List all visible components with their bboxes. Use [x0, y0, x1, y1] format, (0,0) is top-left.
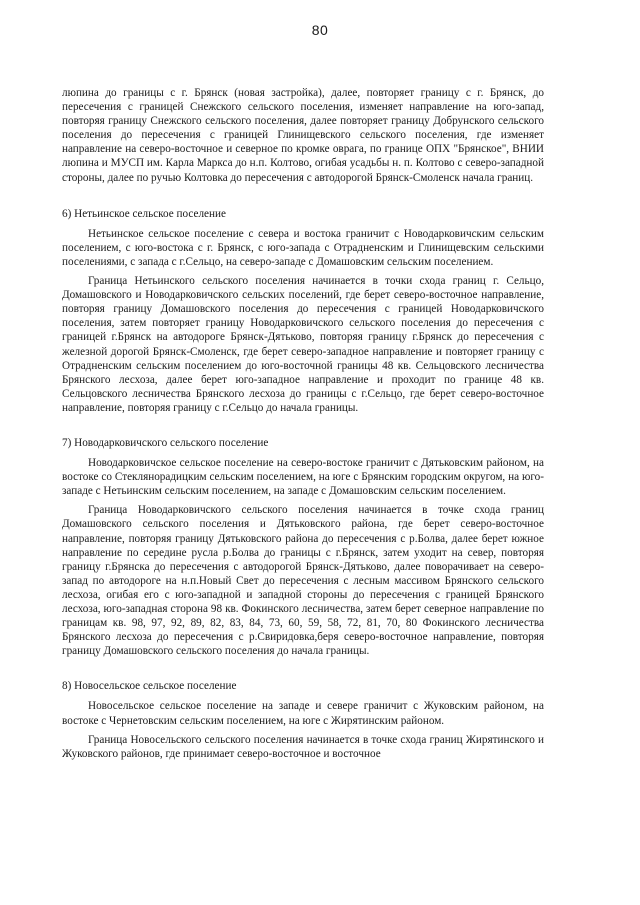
page-number: 80 — [311, 22, 329, 38]
intro-paragraph: люпина до границы с г. Брянск (новая застройка), далее, повторяет границу с г. Брянск, до пересечения с границей Снежского сельского поселения, изменяет направление на юго-запад, повторяя границу Снежского сельского поселения, далее повторяет границу Добрунского сельского поселения до пересечения с границей Глинищевского сельского поселения, где изменяет направление на северо-восточное и северное по кромке оврага, по границе ОПХ "Брянское", ВНИИ люпина и МУСП им. Карла Маркса до н.п. Колтово, огибая усадьбы н. п. Колтово с северо-западной стороны, далее по ручью Колтовка до пересечения с автодорогой Брянск-Смоленск начала границ. — [62, 87, 544, 184]
section-heading: 6) Нетьинское сельское поселение — [62, 207, 226, 220]
paragraph: Граница Нетьинского сельского поселения начинается в точки схода границ г. Сельцо, Домашовского и Новодарковичского сельских поселений, где берет северо-восточное направление, повторяя границу Домашовского поселения до пересечения с границей Новодарковичского поселения, затем повторяет границу Новодарковичского сельского поселения до пересечения с границей г.Брянск на автодороге Брянск-Дятьково, повторяя границу г.Брянск до пересечения с железной дорогой Брянск-Смоленск, где берет северо-западное направление и повторяет границу с Отрадненским сельским поселением до юго-восточной границы 48 кв. Сельцовского лесничества Брянского лесхоза, далее берет юго-западное направление и проходит по границе 48 кв. Сельцовского лесничества Брянского лесхоза до границы с г.Сельцо, где берет северо-восточное направление, повторяя границу с г.Сельцо до начала границы. — [62, 275, 544, 414]
section-novodarkovichskoe — [62, 436, 544, 658]
section-novoselskoe — [62, 679, 544, 760]
paragraph: Новодарковичское сельское поселение на северо-востоке граничит с Дятьковским районом, на востоке со Стеклянорадицким сельским поселением, на юге с Брянским городским округом, на юго-западе с Нетьинским сельским поселением, на западе с Домашовским сельским поселением. — [62, 457, 544, 498]
paragraph: Нетьинское сельское поселение с севера и востока граничит с Новодарковичским сельским поселением, с юго-востока с г. Брянск, с юго-запада с Отрадненским и Глинищевским сельскими поселениями, с запада с г.Сельцо, на северо-западе с Домашовским сельским поселением. — [62, 227, 544, 268]
section-heading: 7) Новодарковичского сельского поселение — [62, 436, 269, 449]
section-heading: 8) Новосельское сельское поселение — [62, 680, 237, 693]
paragraph: Граница Новодарковичского сельского поселения начинается в точке схода границ Домашовского сельского поселения и Дятьковского района, где берет северо-восточное направление, повторяя границу Дятьковского района до пересечения с р.Болва, далее берет южное направление по середине русла р.Болва до границы с г.Брянск, затем уходит на север, повторяя границу г.Брянска до пересечения с автодорогой Брянск-Дятьково, далее поворачивает на северо-запад по автодороге на н.п.Новый Свет до пересечения с лесным массивом Брянского сельского лесхоза, огибая его с юго-западной и западной стороны до пересечения с границей Брянского лесхоза, юго-западная сторона 98 кв. Фокинского лесничества, затем берет северное направление по границам кв. 98, 97, 92, 89, 82, 83, 84, 73, 60, 59, 58, 72, 81, 70, 80 Фокинского лесничества Брянского лесхоза до пересечения с р.Свиридовка,беря северо-восточное направление, повторяя границу Домашовского сельского поселения до начала границы. — [62, 504, 544, 658]
section-netinskoe — [62, 207, 544, 415]
paragraph: Граница Новосельского сельского поселения начинается в точке схода границ Жирятинского и Жуковского районов, где принимает северо-восточное и восточное — [62, 733, 544, 760]
document-body — [62, 86, 544, 766]
paragraph: Новосельское сельское поселение на западе и севере граничит с Жуковским районом, на востоке с Чернетовским сельским поселением, на юге с Жирятинским районом. — [62, 700, 544, 727]
